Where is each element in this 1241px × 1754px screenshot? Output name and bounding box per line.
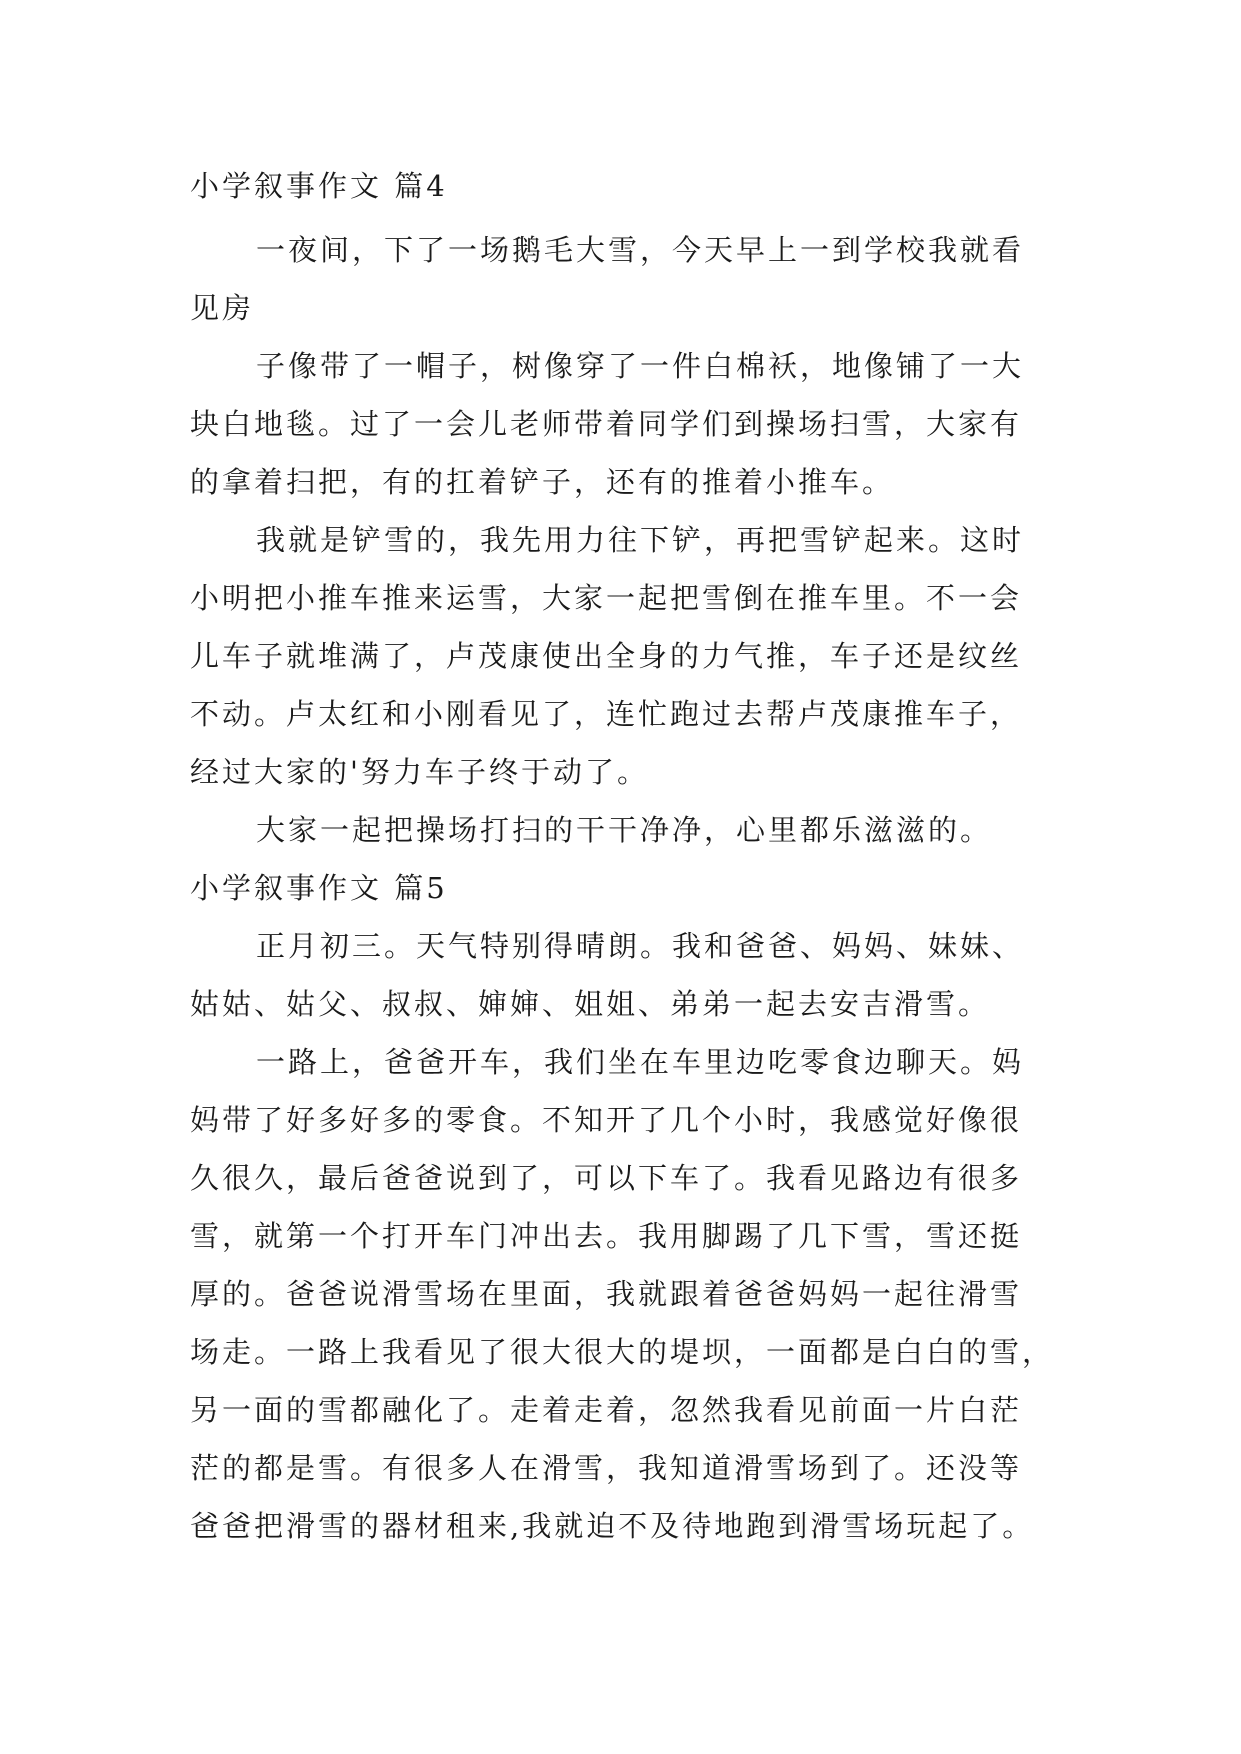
paragraph-line: 的拿着扫把，有的扛着铲子，还有的推着小推车。 <box>190 465 895 499</box>
paragraph-line: 正月初三。天气特别得晴朗。我和爸爸、妈妈、妹妹、 <box>256 929 1025 963</box>
paragraph-line: 茫的都是雪。有很多人在滑雪，我知道滑雪场到了。还没等 <box>190 1451 1023 1485</box>
section-title: 小学叙事作文 篇5 <box>190 871 448 905</box>
paragraph-line: 姑姑、姑父、叔叔、婶婶、姐姐、弟弟一起去安吉滑雪。 <box>190 987 991 1021</box>
paragraph-line: 儿车子就堆满了，卢茂康使出全身的力气推，车子还是纹丝 <box>190 639 1023 673</box>
paragraph-line: 大家一起把操场打扫的干干净净，心里都乐滋滋的。 <box>256 813 993 847</box>
paragraph-line: 一路上，爸爸开车，我们坐在车里边吃零食边聊天。妈 <box>256 1045 1025 1079</box>
section-title: 小学叙事作文 篇4 <box>190 169 448 203</box>
paragraph-line: 一夜间，下了一场鹅毛大雪，今天早上一到学校我就看 <box>256 233 1025 267</box>
paragraph-line: 经过大家的'努力车子终于动了。 <box>190 755 649 789</box>
paragraph-line: 妈带了好多好多的零食。不知开了几个小时，我感觉好像很 <box>190 1103 1023 1137</box>
paragraph-line: 小明把小推车推来运雪，大家一起把雪倒在推车里。不一会 <box>190 581 1023 615</box>
paragraph-line: 子像带了一帽子，树像穿了一件白棉袄，地像铺了一大 <box>256 349 1025 383</box>
paragraph-line: 场走。一路上我看见了很大很大的堤坝，一面都是白白的雪， <box>190 1335 1055 1369</box>
paragraph-line: 厚的。爸爸说滑雪场在里面，我就跟着爸爸妈妈一起往滑雪 <box>190 1277 1023 1311</box>
paragraph-line: 见房 <box>190 291 255 325</box>
paragraph-line: 块白地毯。过了一会儿老师带着同学们到操场扫雪，大家有 <box>190 407 1023 441</box>
paragraph-line: 久很久，最后爸爸说到了，可以下车了。我看见路边有很多 <box>190 1161 1023 1195</box>
paragraph-line: 我就是铲雪的，我先用力往下铲，再把雪铲起来。这时 <box>256 523 1025 557</box>
paragraph-line: 不动。卢太红和小刚看见了，连忙跑过去帮卢茂康推车子， <box>190 697 1023 731</box>
paragraph-line: 另一面的雪都融化了。走着走着，忽然我看见前面一片白茫 <box>190 1393 1023 1427</box>
paragraph-line: 雪，就第一个打开车门冲出去。我用脚踢了几下雪，雪还挺 <box>190 1219 1023 1253</box>
paragraph-line: 爸爸把滑雪的器材租来,我就迫不及待地跑到滑雪场玩起了。 <box>190 1509 1035 1543</box>
